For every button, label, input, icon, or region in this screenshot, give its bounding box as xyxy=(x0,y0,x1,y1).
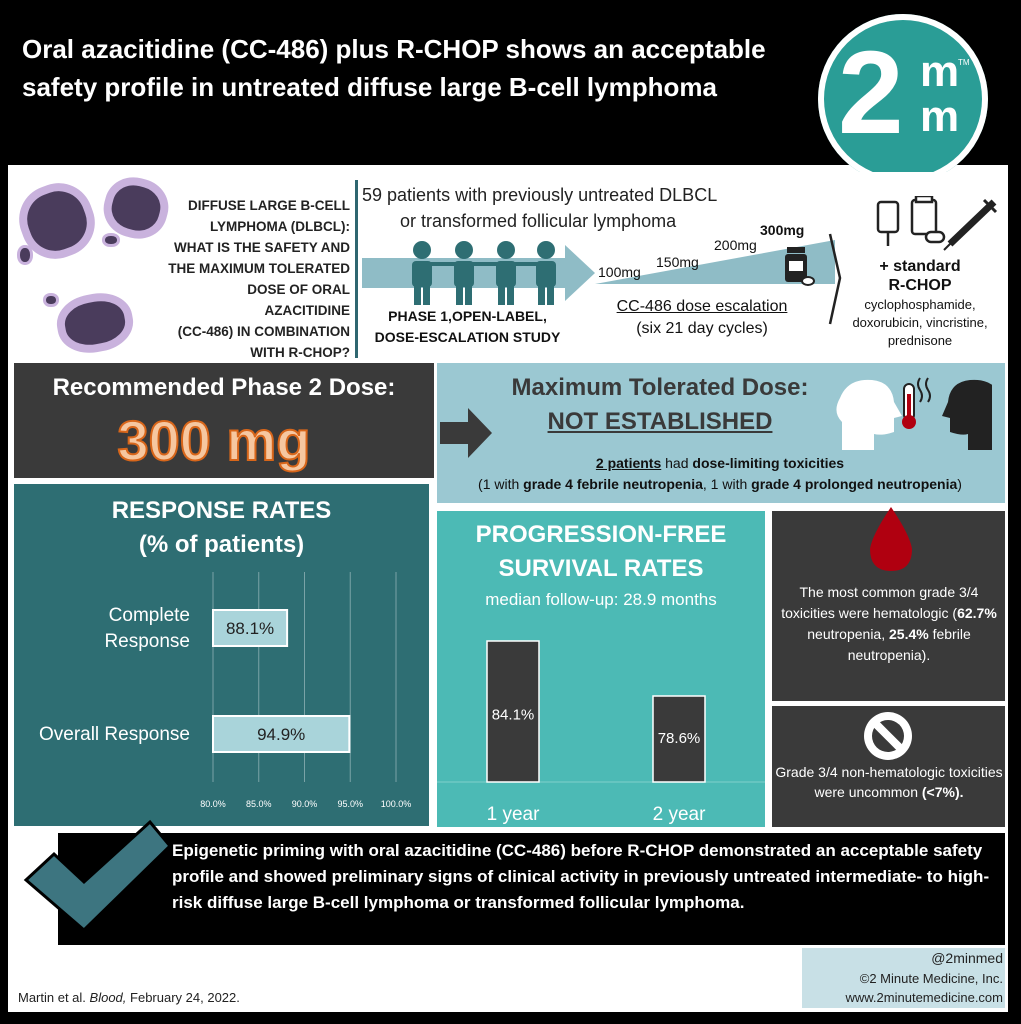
rchop-drugs xyxy=(835,296,1005,350)
dose-escalation xyxy=(597,296,807,340)
tox-value: (<7%) xyxy=(921,784,960,800)
dlt-text: ) xyxy=(957,476,962,492)
question-line: WITH R-CHOP? xyxy=(250,345,350,360)
tox-value: 25.4% xyxy=(889,626,929,642)
dlt-summary xyxy=(440,455,1000,471)
conclusion-text: Epigenetic priming with oral azacitidine (CC-486) before R-CHOP demonstrated an acceptable safety profile and showed preliminary signs of clinical activity in previously untreated intermediate- to high-risk diffuse large B-cell lymphoma or transformed follicular lymphoma. xyxy=(172,841,990,912)
drugs-line: cyclophosphamide, xyxy=(864,297,976,312)
question-line: DOSE OF ORAL AZACITIDINE xyxy=(247,282,350,318)
tox-text: neutropenia, xyxy=(807,626,889,642)
tox-value: 62.7% xyxy=(957,605,997,621)
social-handle: @2minmed xyxy=(931,950,1003,966)
study-design xyxy=(365,306,570,348)
dlt-count: 2 patients xyxy=(595,455,662,471)
cite-journal: Blood, xyxy=(89,990,127,1005)
chart-title-line: SURVIVAL RATES xyxy=(498,555,704,582)
question-line: WHAT IS THE SAFETY AND xyxy=(173,240,350,255)
question-line: (CC-486) IN COMBINATION xyxy=(177,324,350,339)
thermometer-icon xyxy=(902,384,916,429)
chart-title-line: PROGRESSION-FREE xyxy=(475,521,727,548)
question-line: LYMPHOMA (DLBCL): xyxy=(210,219,350,234)
lymphoma-cell-icon xyxy=(105,236,117,244)
data-label: 84.1% xyxy=(491,706,535,724)
data-label: 88.1% xyxy=(225,619,275,638)
pfs-chart xyxy=(437,615,765,827)
lymphoma-cell-icon xyxy=(46,296,56,304)
lymphoma-cell-icon xyxy=(20,248,30,262)
drugs-line: doxorubicin, vincristine, xyxy=(852,315,988,330)
patients-line: 59 patients with previously untreated DLBCL xyxy=(362,185,718,205)
tox-text: . xyxy=(959,784,964,800)
pill-bottle-icon xyxy=(783,247,815,287)
category-label: Overall Response xyxy=(38,724,190,745)
rp2d-value: 300 mg xyxy=(117,409,311,472)
checkmark-icon xyxy=(22,818,172,938)
data-label: 78.6% xyxy=(657,730,701,747)
plus-line: + standard xyxy=(879,258,961,275)
nonheme-toxicity-text xyxy=(775,762,1003,802)
drugs-line: prednisone xyxy=(887,333,953,348)
plus-line: R-CHOP xyxy=(888,277,952,294)
copyright: ©2 Minute Medicine, Inc. xyxy=(859,971,1003,986)
heme-toxicity-text xyxy=(778,582,1000,666)
category-label: Response xyxy=(104,631,190,652)
dose-label: 150mg xyxy=(656,254,699,270)
no-symbol-icon xyxy=(856,708,920,764)
pfs-title xyxy=(437,518,765,586)
page-title: Oral azacitidine (CC-486) plus R-CHOP shows an acceptable safety profile in untreated diffuse large B-cell lymphoma xyxy=(22,34,766,102)
tick-label: 80.0% xyxy=(200,799,226,809)
tox-text: febrile neutropenia). xyxy=(847,626,971,663)
chart-title-line: RESPONSE RATES xyxy=(111,497,332,524)
head-fever-icon xyxy=(832,372,992,452)
dlt-text: (1 with xyxy=(478,476,524,492)
dose-label: 200mg xyxy=(714,237,757,253)
tick-label: 95.0% xyxy=(337,799,364,809)
phase-line: PHASE 1,OPEN-LABEL, xyxy=(388,308,547,324)
response-chart xyxy=(14,560,429,820)
logo-letter-bottom: m xyxy=(920,92,960,141)
mtd-value: NOT ESTABLISHED xyxy=(547,408,773,435)
cite-text: February 24, 2022. xyxy=(126,990,240,1005)
dlt-text: grade 4 febrile neutropenia xyxy=(523,476,703,492)
logo-letter-top: m xyxy=(920,47,960,96)
rp2d-label: Recommended Phase 2 Dose: xyxy=(52,374,396,401)
dose-label: 300mg xyxy=(760,222,805,238)
mtd-label: Maximum Tolerated Dose: xyxy=(511,374,809,401)
category-label: Complete xyxy=(108,605,190,626)
response-title xyxy=(14,494,429,562)
category-label: 1 year xyxy=(486,804,540,825)
patients-description xyxy=(362,182,752,234)
category-label: 2 year xyxy=(652,804,706,825)
citation xyxy=(18,990,240,1005)
tox-text: Grade 3/4 non-hematologic toxicities were uncommon xyxy=(775,764,1003,800)
cite-text: Martin et al. xyxy=(18,990,90,1005)
question-line: THE MAXIMUM TOLERATED xyxy=(168,261,350,276)
dlt-detail xyxy=(440,476,1000,492)
dlt-text: had xyxy=(661,455,693,471)
syringe-icon xyxy=(944,200,996,250)
data-label: 94.9% xyxy=(257,725,306,744)
people-icon xyxy=(404,240,574,306)
escalation-line: CC-486 dose escalation xyxy=(616,298,788,315)
tick-label: 85.0% xyxy=(245,799,272,809)
iv-bag-icon xyxy=(872,196,1002,252)
escalation-line: (six 21 day cycles) xyxy=(636,320,768,337)
logo-trademark: TM xyxy=(958,58,970,67)
tox-text: The most common grade 3/4 toxicities were hematologic ( xyxy=(781,584,979,621)
chart-title-line: (% of patients) xyxy=(138,531,305,558)
tick-label: 100.0% xyxy=(380,799,412,809)
tick-label: 90.0% xyxy=(291,799,318,809)
question-line: DIFFUSE LARGE B-CELL xyxy=(188,198,350,213)
dlt-text: dose-limiting toxicities xyxy=(692,455,845,471)
study-question xyxy=(165,195,350,363)
logo-digit: 2 xyxy=(838,27,904,159)
divider xyxy=(355,180,358,358)
dose-label: 100mg xyxy=(598,264,641,280)
dlt-text: grade 4 prolonged neutropenia xyxy=(751,476,958,492)
standard-regimen xyxy=(840,257,1000,295)
patients-line: or transformed follicular lymphoma xyxy=(400,211,677,231)
pfs-subtitle: median follow-up: 28.9 months xyxy=(485,590,717,609)
website-link[interactable]: www.2minutemedicine.com xyxy=(845,990,1003,1005)
phase-line: DOSE-ESCALATION STUDY xyxy=(374,329,561,345)
blood-drop-icon xyxy=(862,505,920,575)
dlt-text: , 1 with xyxy=(702,476,752,492)
